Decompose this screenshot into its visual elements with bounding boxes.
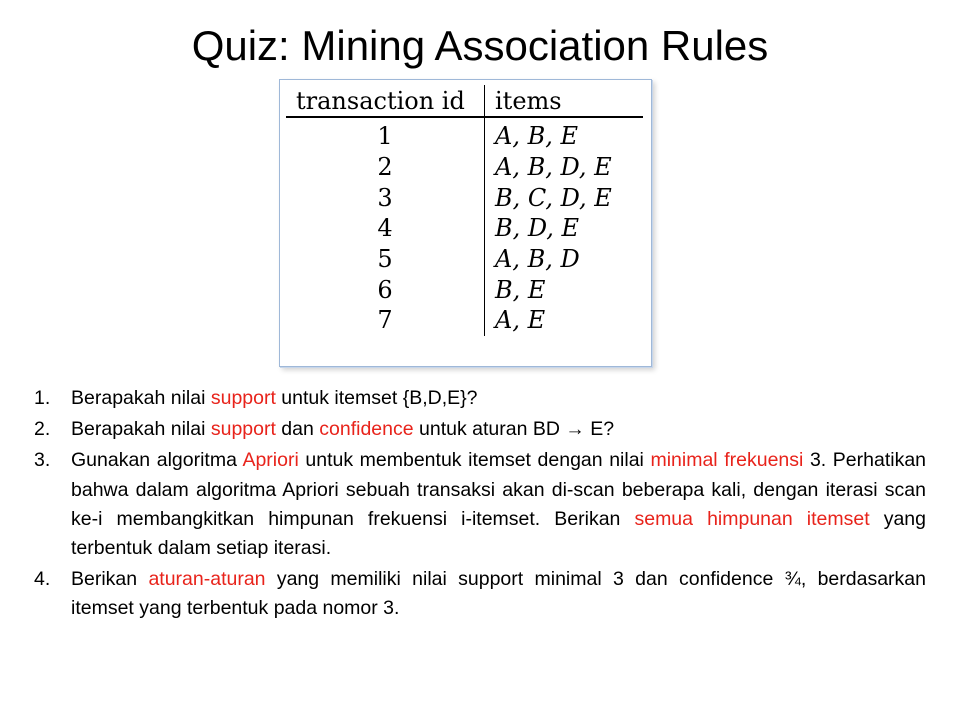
table-row [286,274,643,305]
question-text: untuk itemset {B,D,E}? [275,387,478,409]
question-text: yang memiliki nilai support minimal 3 dan confidence ¾, berdasarkan itemset yang terbentuk pada nomor 3. [71,568,926,620]
question-item [34,415,926,444]
table-header-row [286,85,643,117]
items-cell: A, E [495,306,546,335]
question-number: 4. [34,568,51,591]
question-list [34,384,926,626]
items-cell: A, B, E [495,122,579,151]
table-row [286,305,643,336]
items-cell: B, E [495,275,546,304]
question-number: 3. [34,449,51,472]
question-text: yang terbentuk dalam setiap iterasi. [71,507,926,560]
highlighted-term: confidence [319,418,414,441]
question-text: untuk membentuk itemset dengan nilai [298,449,651,472]
question-text: Berapakah nilai [71,418,211,441]
table-row [286,117,643,152]
highlighted-term: support [210,418,276,441]
table-row [286,182,643,213]
transaction-id-cell: 7 [286,305,485,336]
transaction-id-cell: 5 [286,244,485,275]
highlighted-term: minimal frekuensi [650,449,804,472]
table-row [286,244,643,275]
question-text: 3. Perhatikan bahwa dalam algoritma Apriori sebuah transaksi akan di-scan beberapa kali, dengan iterasi scan ke-i membangkitkan himpunan frekuensi i-itemset. Berikan [71,449,927,530]
items-cell: B, C, D, E [495,183,612,212]
transaction-table [286,85,643,336]
question-text: untuk aturan BD → E? [413,418,615,441]
question-item [34,446,926,563]
highlighted-term: support [210,387,276,409]
question-text: Gunakan algoritma [71,449,243,472]
question-text: dan [275,418,320,441]
table-row [286,213,643,244]
transaction-table-image [279,79,652,367]
highlighted-term: semua himpunan itemset [634,507,870,530]
question-item [34,384,926,413]
transaction-id-cell: 1 [286,117,485,152]
highlighted-term: aturan-aturan [148,568,266,591]
question-number: 1. [34,387,51,409]
transaction-id-cell: 3 [286,182,485,213]
items-cell: B, D, E [495,214,580,243]
question-text: Berikan [71,568,149,591]
question-text: Berapakah nilai [71,387,211,409]
slide-title: Quiz: Mining Association Rules [191,22,769,69]
question-item [34,565,926,623]
column-header-transaction-id: transaction id [286,85,485,117]
transaction-id-cell: 4 [286,213,485,244]
column-header-items: items [485,85,644,117]
question-number: 2. [34,418,51,441]
transaction-id-cell: 2 [286,152,485,183]
highlighted-term: Apriori [242,449,299,472]
items-cell: A, B, D, E [495,153,612,182]
table-row [286,152,643,183]
items-cell: A, B, D [495,245,580,274]
transaction-id-cell: 6 [286,274,485,305]
